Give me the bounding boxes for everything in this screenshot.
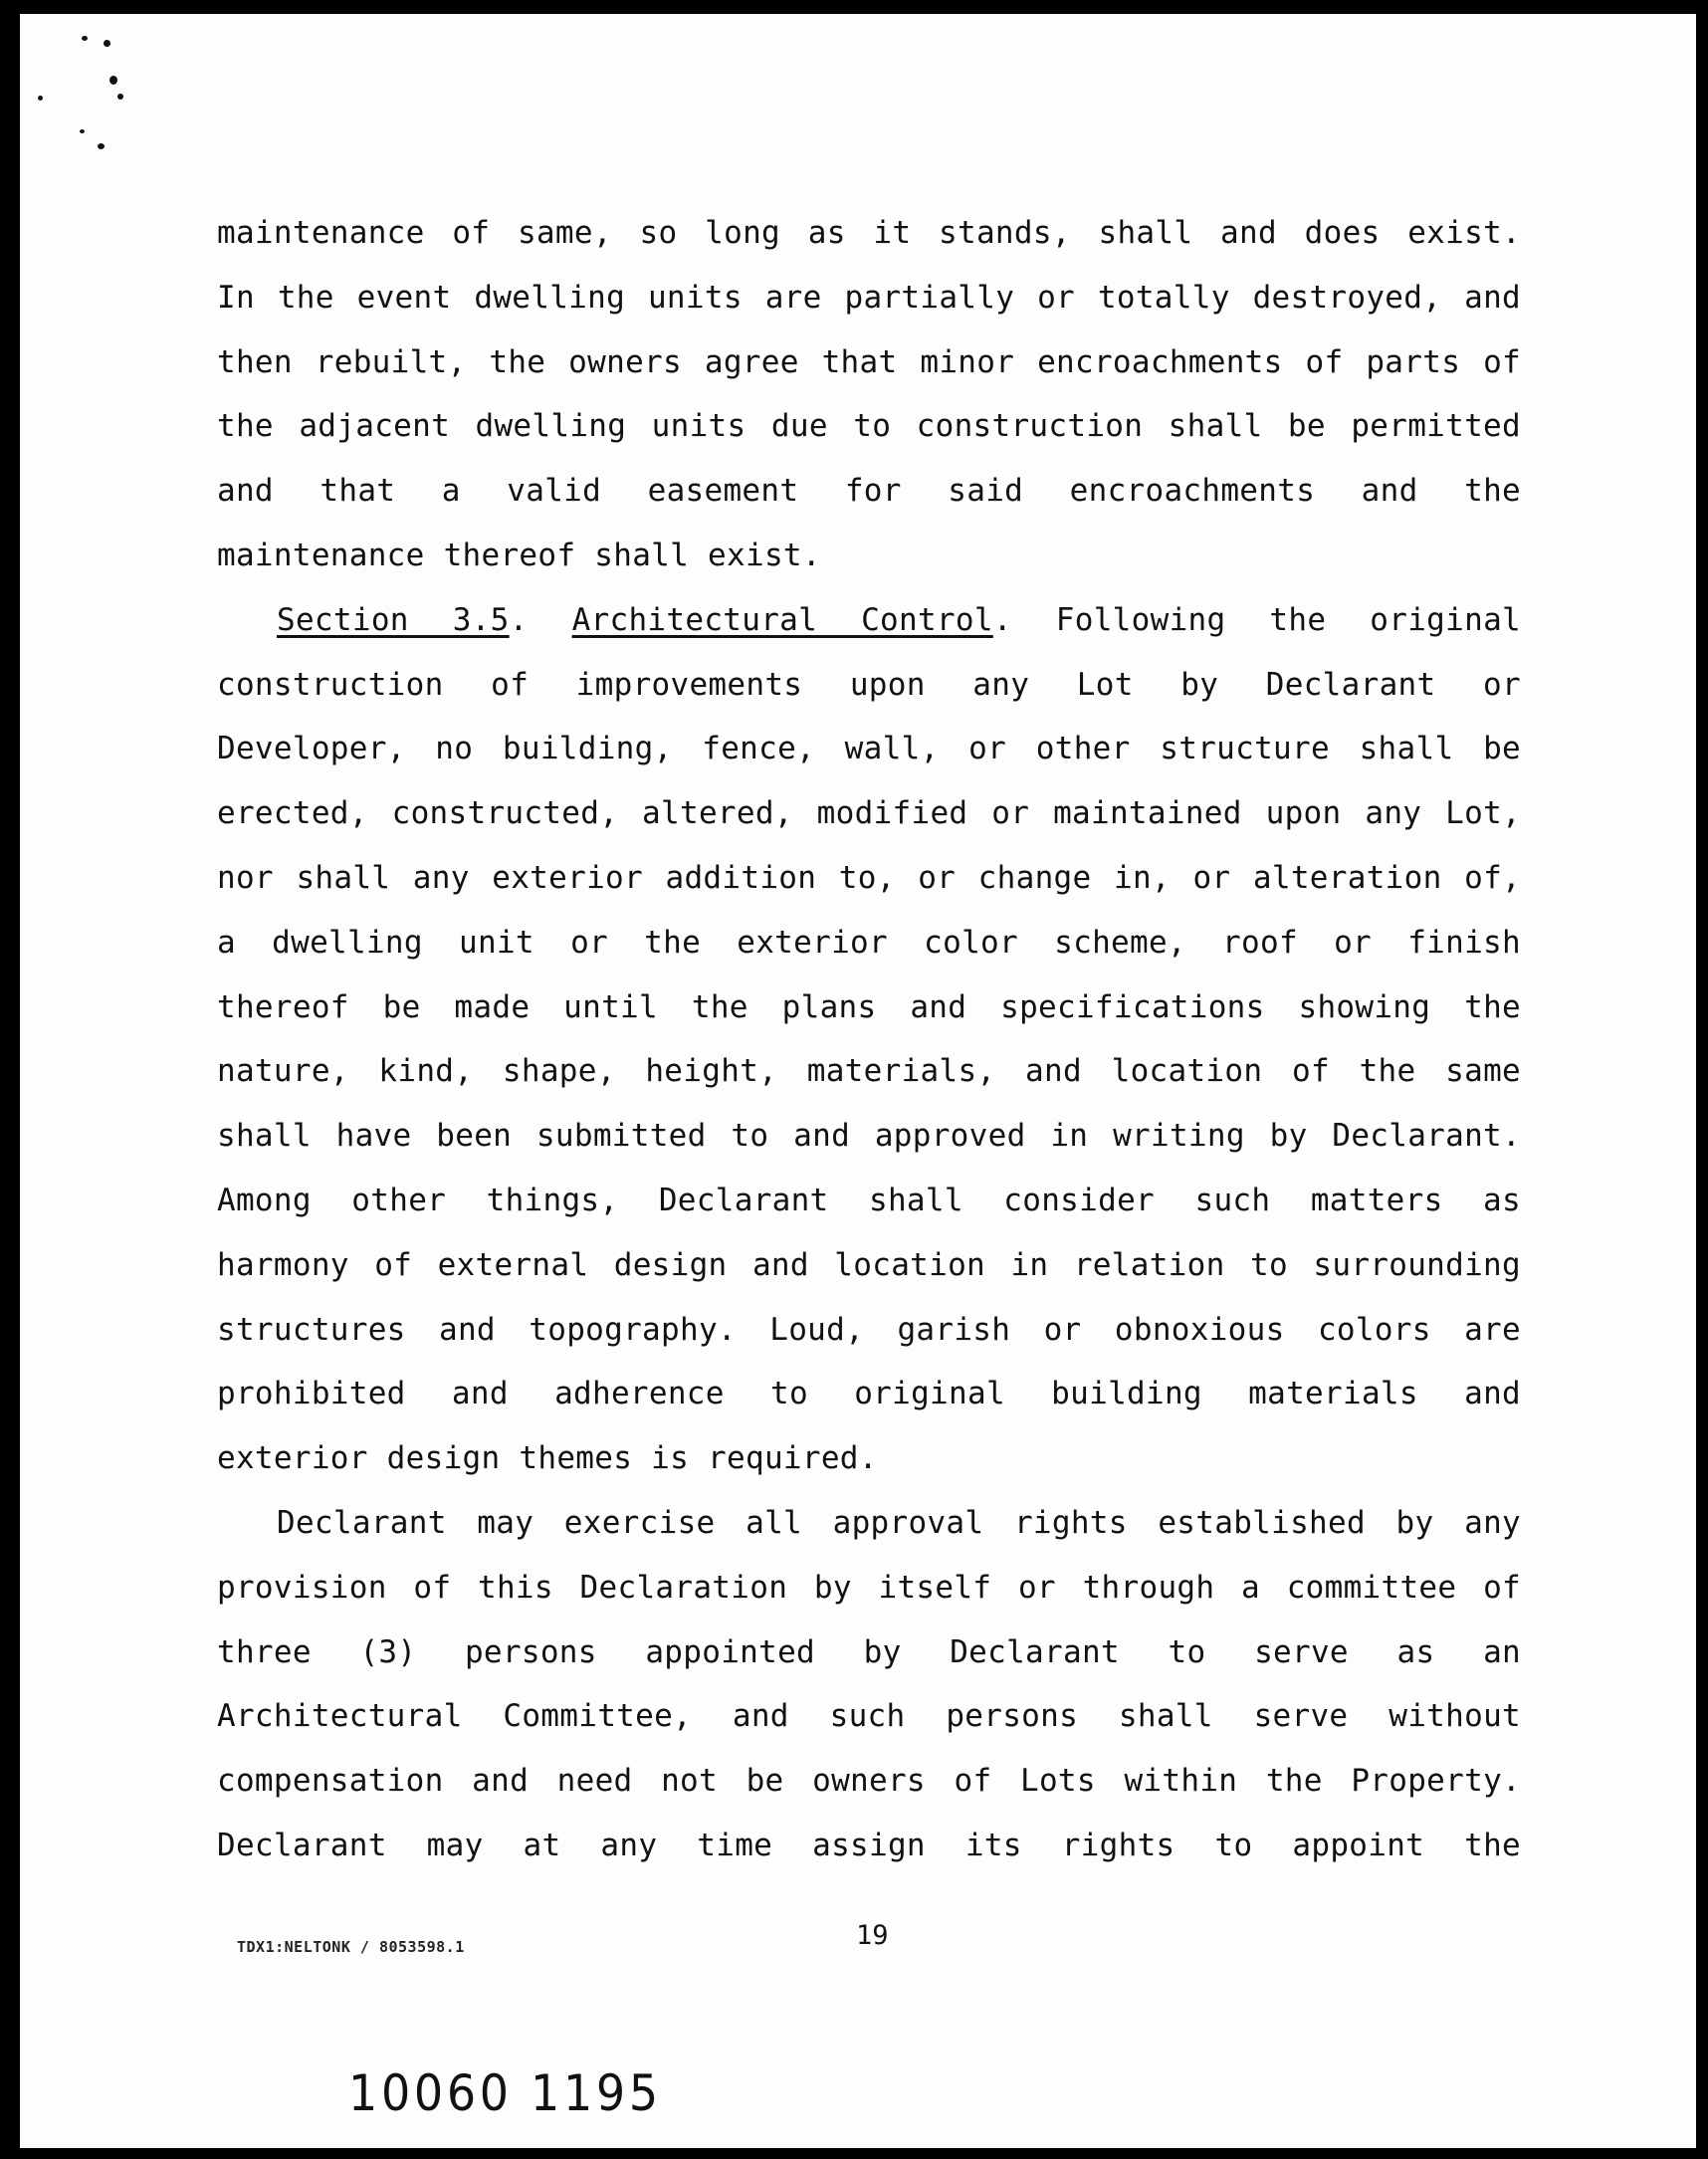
text-line: exterior design themes is required. xyxy=(217,1440,878,1477)
text-line: a dwelling unit or the exterior color scheme, roof or finish xyxy=(217,924,1521,961)
text-line: prohibited and adherence to original building materials and xyxy=(217,1376,1521,1412)
section-title: Architectural Control xyxy=(571,601,993,638)
scan-speck xyxy=(38,96,43,101)
text-line: structures and topography. Loud, garish or obnoxious colors are xyxy=(217,1311,1521,1348)
text-line: the adjacent dwelling units due to construction shall be permitted xyxy=(217,408,1521,445)
text-line: provision of this Declaration by itself or through a committee of xyxy=(217,1569,1521,1606)
text-line: and that a valid easement for said encroachments and the xyxy=(217,473,1521,510)
document-id-code: TDX1:NELTONK / 8053598.1 xyxy=(237,1938,465,1956)
scan-speck xyxy=(98,143,105,149)
text-line: nature, kind, shape, height, materials, and location of the same xyxy=(217,1053,1521,1090)
scan-speck xyxy=(80,129,85,133)
text-line: three (3) persons appointed by Declarant to serve as an xyxy=(217,1633,1521,1670)
page-number: 19 xyxy=(856,1920,889,1951)
text-line: Architectural Committee, and such persons shall serve without xyxy=(217,1698,1521,1735)
text-line: In the event dwelling units are partially or totally destroyed, and xyxy=(217,279,1521,316)
text-line: harmony of external design and location in relation to surrounding xyxy=(217,1246,1521,1283)
text-line: maintenance of same, so long as it stands, shall and does exist. xyxy=(217,215,1521,251)
document-page xyxy=(20,14,1696,2148)
scan-speck xyxy=(109,76,117,85)
bates-stamp: 10060 1195 xyxy=(348,2064,662,2122)
text-line: Among other things, Declarant shall consider such matters as xyxy=(217,1182,1521,1218)
text-line: maintenance thereof shall exist. xyxy=(217,537,821,573)
text-line: thereof be made until the plans and specifications showing the xyxy=(217,988,1521,1025)
text-line: construction of improvements upon any Lot by Declarant or xyxy=(217,666,1521,703)
scan-speck xyxy=(117,94,123,100)
text-line: Declarant may exercise all approval rights established by any xyxy=(277,1504,1521,1541)
text-line: Declarant may at any time assign its rights to appoint the xyxy=(217,1827,1521,1863)
text-line: then rebuilt, the owners agree that minor encroachments of parts of xyxy=(217,343,1521,380)
text-fragment: Following the original xyxy=(1055,601,1522,638)
text-line: compensation and need not be owners of Lots within the Property. xyxy=(217,1763,1521,1800)
scan-speck xyxy=(104,40,110,47)
text-line: shall have been submitted to and approved in writing by Declarant. xyxy=(217,1118,1521,1155)
text-line: erected, constructed, altered, modified or maintained upon any Lot, xyxy=(217,795,1521,832)
text-line: nor shall any exterior addition to, or change in, or alteration of, xyxy=(217,859,1521,896)
document-body xyxy=(217,201,1521,1878)
text-line: Developer, no building, fence, wall, or other structure shall be xyxy=(217,731,1521,767)
section-number: Section 3.5 xyxy=(277,601,510,638)
scan-speck xyxy=(82,36,88,41)
section-heading-line: Section 3.5. Architectural Control. Following the original xyxy=(277,601,1522,638)
